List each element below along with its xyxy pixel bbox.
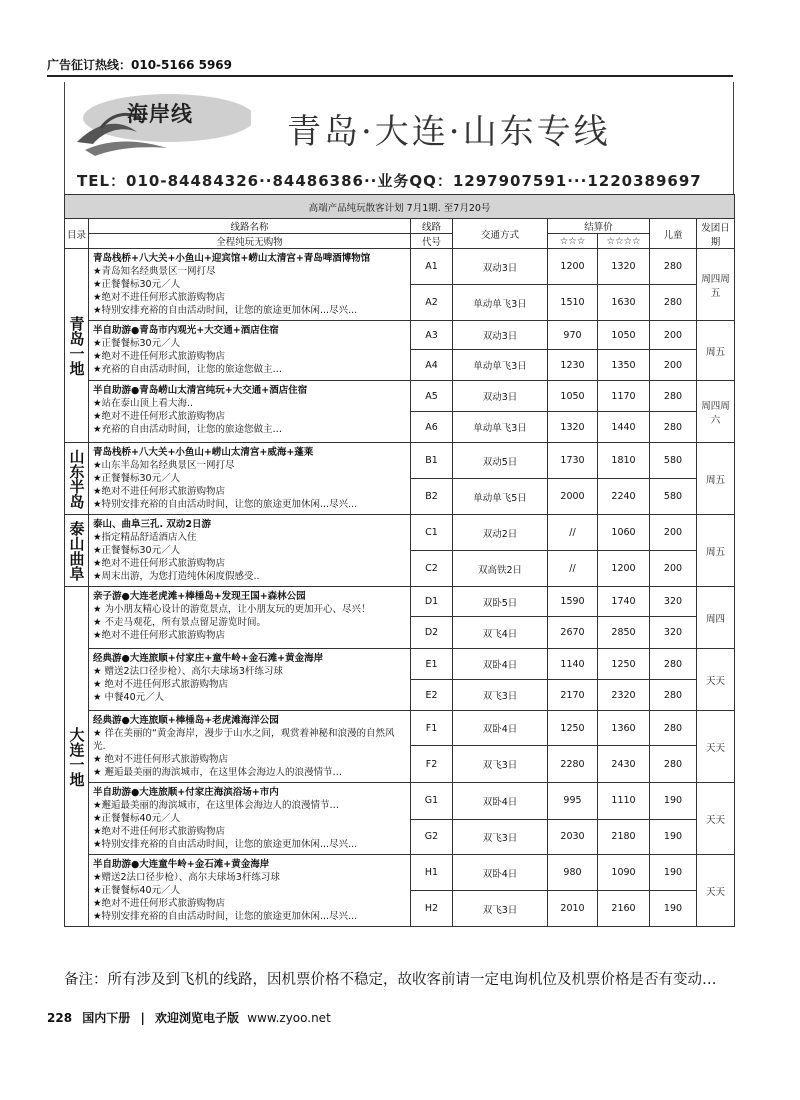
departure-days: 周四	[697, 587, 735, 649]
child-price: 580	[650, 479, 697, 515]
table-row	[65, 381, 735, 412]
transport-mode: 双卧4日	[453, 711, 548, 746]
departure-days: 天天	[697, 855, 735, 927]
route-title: 半自助游●青岛市内观光+大交通+酒店住宿	[93, 325, 279, 336]
transport-mode: 单动单飞3日	[453, 412, 548, 443]
table-row	[65, 587, 735, 617]
price-3star: 2000	[548, 479, 598, 515]
route-feature: ★正餐餐标40元／人	[93, 813, 181, 824]
header-divider	[47, 75, 733, 77]
departure-days: 周五	[697, 443, 735, 515]
price-4star: 1090	[598, 855, 650, 891]
route-title: 半自助游●青岛崂山太清宫纯玩+大交通+酒店住宿	[93, 385, 308, 396]
price-4star: 1440	[598, 412, 650, 443]
route-feature: ★绝对不进任何形式旅游购物店	[93, 826, 226, 837]
route-feature: ★ 为小朋友精心设计的游览景点，让小朋友玩的更加开心、尽兴！	[93, 604, 371, 615]
route-feature: ★ 中餐40元／人	[93, 692, 165, 703]
price-4star: 2180	[598, 819, 650, 854]
child-price: 320	[650, 617, 697, 649]
route-feature: ★ 不走马观花，所有景点留足游览时间。	[93, 617, 267, 628]
child-price: 200	[650, 551, 697, 587]
price-4star: 1170	[598, 381, 650, 412]
header-price: 结算价	[548, 219, 650, 234]
transport-mode: 单动单飞5日	[453, 479, 548, 515]
logo-text: 海岸线	[127, 101, 193, 126]
region-text: 大连一地	[67, 726, 86, 787]
route-title: 亲子游●大连老虎滩+棒棰岛+发现王国+森林公园	[93, 591, 306, 602]
region-text: 山东半岛	[67, 448, 86, 509]
route-title: 经典游●大连旅顺+付家庄+童牛岭+金石滩+黄金海岸	[93, 653, 324, 664]
route-title: 经典游●大连旅顺+棒棰岛+老虎滩海洋公园	[93, 715, 279, 726]
route-description	[89, 649, 411, 711]
transport-mode: 双卧4日	[453, 855, 548, 891]
departure-days: 周四周六	[697, 381, 735, 443]
price-4star: 1740	[598, 587, 650, 617]
price-4star: 1810	[598, 443, 650, 479]
route-code: A2	[411, 285, 453, 321]
header-stars3: ☆☆☆	[548, 234, 598, 249]
ad-hotline: 广告征订热线：010-5166 5969	[47, 58, 233, 72]
page-footer	[47, 1009, 331, 1026]
transport-mode: 双卧4日	[453, 783, 548, 820]
transport-mode: 双高铁2日	[453, 551, 548, 587]
route-code: E2	[411, 680, 453, 711]
transport-mode: 双动3日	[453, 381, 548, 412]
route-feature: ★周末出游，为您打造纯休闲度假感受..	[93, 571, 260, 582]
route-description	[89, 515, 411, 587]
footer-url: www.zyoo.net	[247, 1011, 331, 1025]
price-4star: 1250	[598, 649, 650, 680]
footnote: 备注：所有涉及到飞机的线路，因机票价格不稳定，故收客前请一定电询机位及机票价格是否有变动…	[64, 972, 717, 988]
route-title: 泰山、曲阜三孔. 双动2日游	[93, 519, 212, 530]
header-route-name: 线路名称	[89, 219, 411, 234]
transport-mode: 双飞3日	[453, 746, 548, 783]
route-feature: ★充裕的自由活动时间，让您的旅途您做主…	[93, 424, 283, 435]
table-row	[65, 711, 735, 746]
route-title: 半自助游●大连旅顺+付家庄海滨浴场+市内	[93, 787, 279, 798]
price-4star: 1050	[598, 321, 650, 350]
transport-mode: 双卧5日	[453, 587, 548, 617]
price-4star: 2160	[598, 891, 650, 927]
route-code: A6	[411, 412, 453, 443]
route-feature: ★正餐餐标30元／人	[93, 545, 181, 556]
route-code: H2	[411, 891, 453, 927]
price-4star: 1350	[598, 350, 650, 381]
route-description	[89, 443, 411, 515]
route-description	[89, 249, 411, 321]
departure-days: 周四周五	[697, 249, 735, 321]
child-price: 280	[650, 285, 697, 321]
child-price: 280	[650, 381, 697, 412]
route-feature: ★ 绝对不进任何形式旅游购物店	[93, 754, 229, 765]
price-4star: 1320	[598, 249, 650, 285]
transport-mode: 双动5日	[453, 443, 548, 479]
route-code: F2	[411, 746, 453, 783]
header-stars4: ☆☆☆☆	[598, 234, 650, 249]
route-title: 青岛栈桥+八大关+小鱼山+迎宾馆+崂山太清宫+青岛啤酒博物馆	[93, 253, 371, 264]
child-price: 190	[650, 891, 697, 927]
route-feature: ★正餐餐标30元／人	[93, 338, 181, 349]
route-description	[89, 711, 411, 783]
route-code: A1	[411, 249, 453, 285]
route-feature: ★指定精品舒适酒店入住	[93, 532, 197, 543]
departure-days: 天天	[697, 783, 735, 855]
route-feature: ★山东半岛知名经典景区一网打尽	[93, 460, 235, 471]
child-price: 190	[650, 783, 697, 820]
child-price: 200	[650, 350, 697, 381]
price-3star: 1200	[548, 249, 598, 285]
departure-days: 周五	[697, 515, 735, 587]
route-code: B1	[411, 443, 453, 479]
footer-separator: |	[140, 1011, 145, 1025]
price-4star: 1200	[598, 551, 650, 587]
route-feature: ★ 绝对不进任何形式旅游购物店	[93, 679, 229, 690]
child-price: 280	[650, 711, 697, 746]
region-text: 青岛一地	[67, 315, 86, 376]
price-4star: 2240	[598, 479, 650, 515]
tour-schedule-table	[64, 194, 735, 927]
table-row	[65, 321, 735, 350]
route-code: G1	[411, 783, 453, 820]
child-price: 280	[650, 412, 697, 443]
price-4star: 1360	[598, 711, 650, 746]
route-description	[89, 381, 411, 443]
transport-mode: 双动2日	[453, 515, 548, 551]
price-3star: 1320	[548, 412, 598, 443]
transport-mode: 双动3日	[453, 249, 548, 285]
route-code: A5	[411, 381, 453, 412]
price-3star: 1250	[548, 711, 598, 746]
route-code: C1	[411, 515, 453, 551]
child-price: 320	[650, 587, 697, 617]
price-3star: //	[548, 515, 598, 551]
region-text: 泰山曲阜	[67, 520, 86, 581]
region-label	[65, 249, 89, 443]
route-code: A3	[411, 321, 453, 350]
brand-header	[64, 82, 734, 194]
price-3star: 2170	[548, 680, 598, 711]
header-catalog: 目录	[65, 219, 89, 249]
route-code: B2	[411, 479, 453, 515]
price-3star: 2010	[548, 891, 598, 927]
price-3star: 1730	[548, 443, 598, 479]
price-3star: 2670	[548, 617, 598, 649]
transport-mode: 双飞3日	[453, 819, 548, 854]
route-feature: ★ 赠送2法口径步枪）、高尔夫球场3杆练习球	[93, 666, 283, 677]
route-feature: ★站在泰山顶上看大海..	[93, 398, 194, 409]
price-3star: //	[548, 551, 598, 587]
route-feature: ★青岛知名经典景区一网打尽	[93, 266, 216, 277]
departure-days: 天天	[697, 711, 735, 783]
child-price: 190	[650, 819, 697, 854]
child-price: 190	[650, 855, 697, 891]
table-row	[65, 443, 735, 479]
price-4star: 2430	[598, 746, 650, 783]
table-row	[65, 249, 735, 285]
route-description	[89, 855, 411, 927]
region-label	[65, 587, 89, 927]
price-3star: 1140	[548, 649, 598, 680]
table-row	[65, 515, 735, 551]
footer-promo: 欢迎浏览电子版	[155, 1011, 240, 1025]
departure-days: 周五	[697, 321, 735, 381]
footer-section: 国内下册	[82, 1011, 131, 1025]
transport-mode: 单动单飞3日	[453, 350, 548, 381]
child-price: 280	[650, 649, 697, 680]
table-row	[65, 783, 735, 820]
price-4star: 1630	[598, 285, 650, 321]
price-3star: 970	[548, 321, 598, 350]
route-feature: ★绝对不进任何形式旅游购物店	[93, 898, 226, 909]
route-feature: ★绝对不进任何形式旅游购物店	[93, 558, 226, 569]
route-feature: ★正餐餐标40元／人	[93, 885, 181, 896]
contact-line: TEL：010-84484326··84486386··业务QQ：1297907591···1220389697	[77, 172, 702, 190]
transport-mode: 双飞3日	[453, 680, 548, 711]
table-row	[65, 855, 735, 891]
transport-mode: 单动单飞3日	[453, 285, 548, 321]
transport-mode: 双卧4日	[453, 649, 548, 680]
table-row	[65, 649, 735, 680]
route-feature: ★邂逅最美丽的海滨城市，在这里体会海边人的浪漫情节…	[93, 800, 340, 811]
child-price: 200	[650, 321, 697, 350]
price-3star: 1230	[548, 350, 598, 381]
page-number: 228	[47, 1011, 73, 1025]
route-feature: ★特别安排充裕的自由活动时间，让您的旅途更加休闲...尽兴...	[93, 499, 358, 510]
price-3star: 2280	[548, 746, 598, 783]
price-4star: 2320	[598, 680, 650, 711]
price-4star: 1110	[598, 783, 650, 820]
route-feature: ★特别安排充裕的自由活动时间，让您的旅途更加休闲...尽兴...	[93, 305, 358, 316]
route-code: G2	[411, 819, 453, 854]
transport-mode: 双动3日	[453, 321, 548, 350]
route-description	[89, 587, 411, 649]
price-4star: 2850	[598, 617, 650, 649]
route-feature: ★绝对不进任何形式旅游购物店	[93, 630, 226, 641]
price-3star: 995	[548, 783, 598, 820]
price-3star: 1590	[548, 587, 598, 617]
child-price: 280	[650, 249, 697, 285]
region-label	[65, 443, 89, 515]
route-feature: ★赠送2法口径步枪）、高尔夫球场3杆练习球	[93, 872, 280, 883]
plan-title: 高端产品纯玩散客计划 7月1期. 至7月20号	[65, 195, 735, 219]
header-route-sub: 全程纯玩无购物	[89, 234, 411, 249]
route-title: 半自助游●大连童牛岭+金石滩+黄金海岸	[93, 859, 270, 870]
route-code: A4	[411, 350, 453, 381]
route-feature: ★正餐餐标30元／人	[93, 279, 181, 290]
route-feature: ★特别安排充裕的自由活动时间，让您的旅途更加休闲...尽兴...	[93, 911, 358, 922]
route-code: F1	[411, 711, 453, 746]
price-3star: 980	[548, 855, 598, 891]
price-3star: 1050	[548, 381, 598, 412]
child-price: 580	[650, 443, 697, 479]
route-code: D1	[411, 587, 453, 617]
route-feature: ★正餐餐标30元／人	[93, 473, 181, 484]
route-feature: ★绝对不进任何形式旅游购物店	[93, 486, 226, 497]
route-code: D2	[411, 617, 453, 649]
header-depart: 发团日期	[697, 219, 735, 249]
header-transport: 交通方式	[453, 219, 548, 249]
region-label	[65, 515, 89, 587]
route-title: 青岛栈桥+八大关+小鱼山+崂山太清宫+威海+蓬莱	[93, 447, 314, 458]
route-feature: ★绝对不进任何形式旅游购物店	[93, 292, 226, 303]
route-description	[89, 321, 411, 381]
route-code: H1	[411, 855, 453, 891]
route-code: E1	[411, 649, 453, 680]
route-description	[89, 783, 411, 855]
header-line: 线路	[411, 219, 453, 234]
child-price: 280	[650, 680, 697, 711]
route-feature: ★绝对不进任何形式旅游购物店	[93, 351, 226, 362]
transport-mode: 双飞3日	[453, 891, 548, 927]
transport-mode: 双飞4日	[453, 617, 548, 649]
header-code: 代号	[411, 234, 453, 249]
route-feature: ★ 徉在美丽的“黄金海岸，漫步于山水之间，观赏着神秘和浪漫的自然风 光.	[93, 728, 395, 752]
child-price: 280	[650, 746, 697, 783]
route-feature: ★特别安排充裕的自由活动时间，让您的旅途更加休闲...尽兴...	[93, 839, 358, 850]
header-child: 儿童	[650, 219, 697, 249]
brand-slogan: 青岛·大连·山东专线	[287, 112, 611, 152]
route-feature: ★ 邂逅最美丽的海滨城市，在这里体会海边人的浪漫情节…	[93, 767, 343, 778]
price-4star: 1060	[598, 515, 650, 551]
price-3star: 2030	[548, 819, 598, 854]
departure-days: 天天	[697, 649, 735, 711]
route-feature: ★绝对不进任何形式旅游购物店	[93, 411, 226, 422]
route-code: C2	[411, 551, 453, 587]
child-price: 200	[650, 515, 697, 551]
price-3star: 1510	[548, 285, 598, 321]
route-feature: ★充裕的自由活动时间，让您的旅途您做主…	[93, 364, 283, 375]
